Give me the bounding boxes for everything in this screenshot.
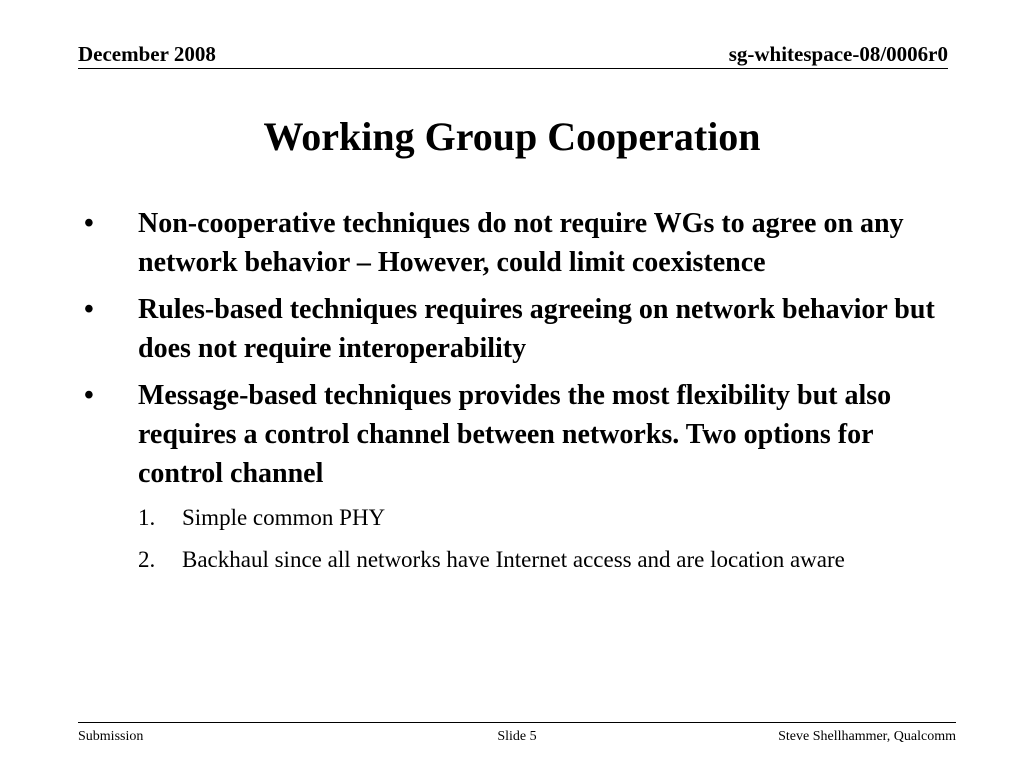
bullet-marker: • — [84, 294, 94, 325]
bullet-marker: • — [84, 208, 94, 239]
item-number: 2. — [138, 547, 156, 572]
bullet-marker: • — [84, 380, 94, 411]
slide-content — [84, 204, 954, 585]
bullet-item — [84, 290, 954, 368]
bullet-text: Message-based techniques provides the most flexibility but also requires a control channel between networks. Two options for control channel — [138, 380, 892, 489]
item-text: Backhaul since all networks have Internet access and are location aware — [182, 547, 845, 572]
bullet-text: Non-cooperative techniques do not require WGs to agree on any network behavior – However, could limit coexistence — [138, 208, 904, 278]
numbered-sublist — [138, 501, 954, 577]
bullet-item — [84, 376, 954, 493]
item-text: Simple common PHY — [182, 505, 386, 530]
footer-slide-number: Slide 5 — [497, 729, 537, 744]
numbered-item — [138, 501, 954, 535]
footer-author: Steve Shellhammer, Qualcomm — [778, 729, 956, 744]
numbered-item — [138, 543, 954, 577]
header-date: December 2008 — [78, 42, 216, 66]
slide-title: Working Group Cooperation — [263, 114, 761, 159]
bullet-text: Rules-based techniques requires agreeing on network behavior but does not require interoperability — [138, 294, 935, 364]
slide-header — [78, 40, 948, 69]
header-document-id: sg-whitespace-08/0006r0 — [728, 42, 948, 66]
bullet-item — [84, 204, 954, 282]
item-number: 1. — [138, 505, 156, 530]
footer-submission: Submission — [78, 729, 144, 744]
slide-footer — [78, 722, 956, 753]
